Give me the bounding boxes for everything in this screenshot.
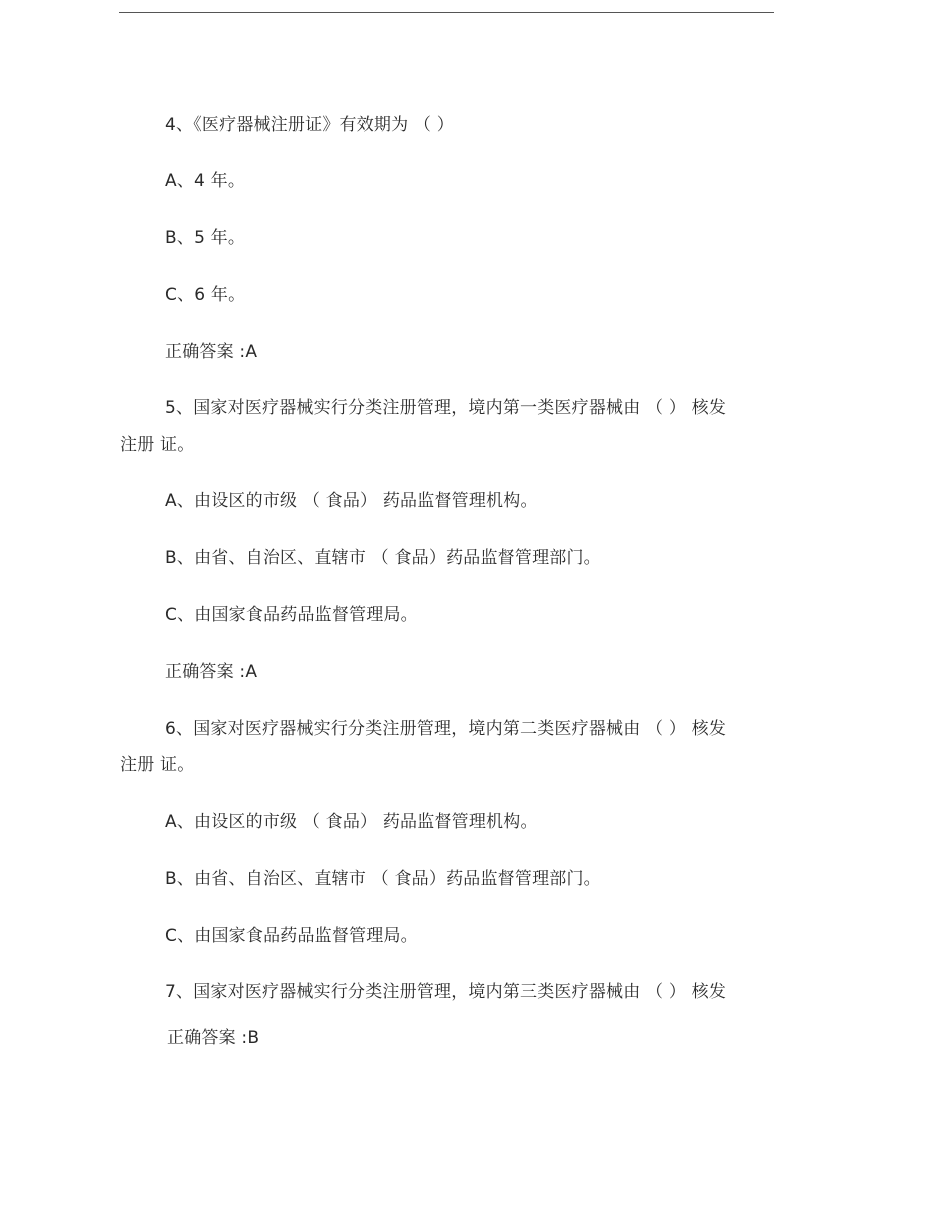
question-6-option-b: B、由省、自治区、直辖市 （ 食品）药品监督管理部门。 [165,869,601,889]
question-6-text: 6、国家对医疗器械实行分类注册管理，境内第二类医疗器械由 （ ） 核发 [165,719,727,739]
question-7-answer: 正确答案 :B [167,1028,260,1048]
question-5-text-continued: 注册 证。 [120,435,195,455]
question-4-option-a: A、4 年。 [165,171,246,191]
header-rule [119,12,774,13]
question-6-text-continued: 注册 证。 [120,755,195,775]
question-5-option-a: A、由设区的市级 （ 食品） 药品监督管理机构。 [165,491,538,511]
question-4-text: 4、《医疗器械注册证》有效期为 （ ） [165,115,454,135]
question-5-text: 5、国家对医疗器械实行分类注册管理，境内第一类医疗器械由 （ ） 核发 [165,398,727,418]
question-5-option-b: B、由省、自治区、直辖市 （ 食品）药品监督管理部门。 [165,548,601,568]
question-5-option-c: C、由国家食品药品监督管理局。 [165,605,418,625]
question-5-answer: 正确答案 :A [165,662,258,682]
question-6-option-a: A、由设区的市级 （ 食品） 药品监督管理机构。 [165,812,538,832]
question-6-option-c: C、由国家食品药品监督管理局。 [165,926,418,946]
question-7-text: 7、国家对医疗器械实行分类注册管理，境内第三类医疗器械由 （ ） 核发 [165,982,727,1002]
question-4-option-b: B、5 年。 [165,228,246,248]
question-4-option-c: C、6 年。 [165,285,246,305]
question-4-answer: 正确答案 :A [165,342,258,362]
